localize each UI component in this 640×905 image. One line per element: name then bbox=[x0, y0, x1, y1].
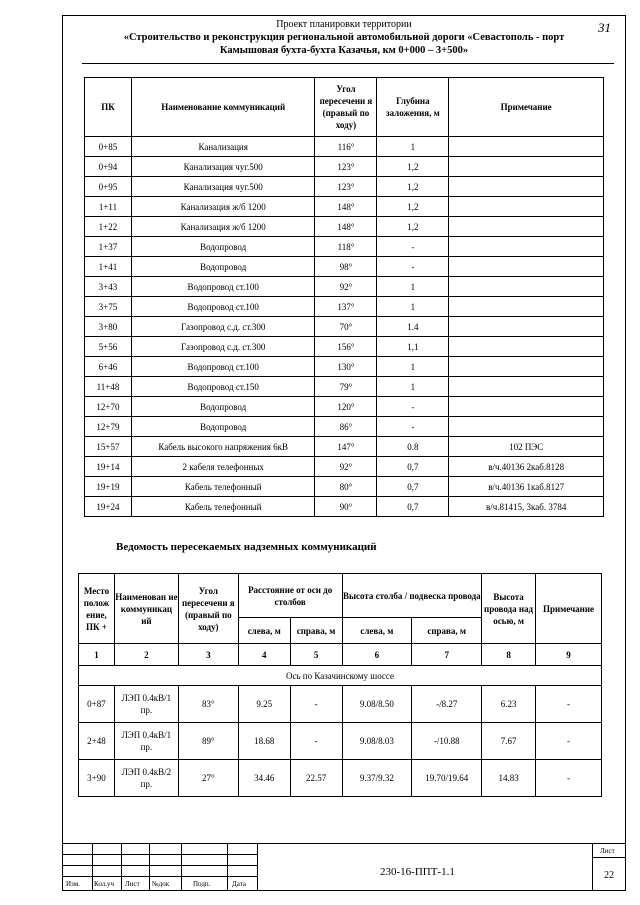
t2-section-row: Ось по Казачинскому шоссе bbox=[79, 666, 602, 686]
table-row bbox=[85, 337, 604, 357]
cell-pk: 12+79 bbox=[85, 417, 132, 437]
cell-name: Канализация ж/б 1200 bbox=[131, 197, 315, 217]
cell-angle: 80° bbox=[315, 477, 377, 497]
cell-pk: 0+85 bbox=[85, 137, 132, 157]
cell-name: 2 кабеля телефонных bbox=[131, 457, 315, 477]
cell-angle: 83° bbox=[178, 686, 238, 723]
t2-col-num-1: 1 bbox=[79, 644, 115, 666]
cell-depth: 0,7 bbox=[377, 477, 449, 497]
cell-depth: 1 bbox=[377, 277, 449, 297]
t2-header-name: Наименован ие коммуникац ий bbox=[114, 574, 178, 644]
cell-pk: 3+75 bbox=[85, 297, 132, 317]
cell-name: Водопровод bbox=[131, 417, 315, 437]
cell-note: - bbox=[536, 686, 602, 723]
cell-note bbox=[449, 157, 604, 177]
stamp-label-kolvo: Кол.уч bbox=[94, 880, 114, 888]
cell-note bbox=[449, 377, 604, 397]
cell-depth: 1,1 bbox=[377, 337, 449, 357]
cell-wire-height: 7.67 bbox=[482, 723, 536, 760]
cell-height-right: -/8.27 bbox=[412, 686, 482, 723]
cell-depth: 1.4 bbox=[377, 317, 449, 337]
title-line-2: Камышовая бухта-бухта Казачья, км 0+000 – 3+500» bbox=[219, 45, 469, 56]
cell-wire-height: 14.83 bbox=[482, 760, 536, 797]
stamp-label-ndoc: №док bbox=[152, 880, 170, 888]
cell-note: в/ч.81415, 3каб. 3784 bbox=[449, 497, 604, 517]
cell-depth: 1 bbox=[377, 377, 449, 397]
cell-name: ЛЭП 0.4кВ/2 пр. bbox=[114, 760, 178, 797]
t2-col-num-3: 3 bbox=[178, 644, 238, 666]
cell-depth: 1,2 bbox=[377, 197, 449, 217]
col-header-note: Примечание bbox=[449, 78, 604, 137]
cell-angle: 79° bbox=[315, 377, 377, 397]
cell-name: Водопровод bbox=[131, 397, 315, 417]
cell-note bbox=[449, 277, 604, 297]
table-row bbox=[85, 317, 604, 337]
overhead-crossings-table bbox=[78, 573, 602, 797]
cell-note bbox=[449, 397, 604, 417]
cell-angle: 137° bbox=[315, 297, 377, 317]
cell-dist-left: 9.25 bbox=[238, 686, 290, 723]
cell-pk: 1+41 bbox=[85, 257, 132, 277]
cell-place: 0+87 bbox=[79, 686, 115, 723]
table-row bbox=[85, 237, 604, 257]
cell-name: Кабель телефонный bbox=[131, 497, 315, 517]
t2-header-height-left: слева, м bbox=[342, 618, 412, 644]
cell-angle: 148° bbox=[315, 197, 377, 217]
cell-note bbox=[449, 297, 604, 317]
table-row bbox=[85, 497, 604, 517]
cell-dist-left: 18.68 bbox=[238, 723, 290, 760]
cell-note: - bbox=[536, 760, 602, 797]
cell-pk: 11+48 bbox=[85, 377, 132, 397]
table-row bbox=[85, 397, 604, 417]
cell-depth: - bbox=[377, 417, 449, 437]
cell-height-left: 9.08/8.03 bbox=[342, 723, 412, 760]
cell-dist-right: - bbox=[290, 686, 342, 723]
cell-name: Канализация ж/б 1200 bbox=[131, 217, 315, 237]
table-row bbox=[85, 217, 604, 237]
cell-name: Кабель высокого напряжения 6кВ bbox=[131, 437, 315, 457]
cell-name: ЛЭП 0.4кВ/1 пр. bbox=[114, 686, 178, 723]
cell-angle: 156° bbox=[315, 337, 377, 357]
cell-depth: 0.8 bbox=[377, 437, 449, 457]
cell-depth: 1,2 bbox=[377, 157, 449, 177]
col-header-pk: ПК bbox=[85, 78, 132, 137]
cell-depth: 1 bbox=[377, 297, 449, 317]
cell-depth: 0,7 bbox=[377, 497, 449, 517]
t2-header-dist-right: справа, м bbox=[290, 618, 342, 644]
cell-note: в/ч.40136 1каб.8127 bbox=[449, 477, 604, 497]
t2-header-height: Высота столба / подвеска провода bbox=[342, 574, 482, 618]
cell-pk: 6+46 bbox=[85, 357, 132, 377]
stamp-label-izm: Изм. bbox=[66, 880, 80, 888]
t2-header-wire-height: Высота провода над осью, м bbox=[482, 574, 536, 644]
cell-angle: 148° bbox=[315, 217, 377, 237]
cell-angle: 27° bbox=[178, 760, 238, 797]
cell-angle: 118° bbox=[315, 237, 377, 257]
cell-note bbox=[449, 417, 604, 437]
cell-angle: 98° bbox=[315, 257, 377, 277]
underground-crossings-table bbox=[84, 77, 604, 517]
cell-pk: 0+94 bbox=[85, 157, 132, 177]
cell-name: Водопровод bbox=[131, 237, 315, 257]
table-row bbox=[79, 760, 602, 797]
table-row bbox=[85, 197, 604, 217]
cell-place: 2+48 bbox=[79, 723, 115, 760]
cell-pk: 1+11 bbox=[85, 197, 132, 217]
cell-note: 102 ПЭС bbox=[449, 437, 604, 457]
cell-name: Водопровод ст.100 bbox=[131, 297, 315, 317]
title-line-1: «Строительство и реконструкция региональной автомобильной дороги «Севастополь - порт bbox=[123, 32, 565, 43]
cell-depth: - bbox=[377, 397, 449, 417]
title-block-stamp bbox=[62, 843, 626, 891]
cell-note bbox=[449, 357, 604, 377]
table-row bbox=[85, 157, 604, 177]
col-header-name: Наименование коммуникаций bbox=[131, 78, 315, 137]
cell-name: Газопровод с.д. ст.300 bbox=[131, 337, 315, 357]
cell-name: Газопровод с.д. ст.300 bbox=[131, 317, 315, 337]
cell-pk: 3+43 bbox=[85, 277, 132, 297]
cell-name: ЛЭП 0.4кВ/1 пр. bbox=[114, 723, 178, 760]
cell-pk: 19+14 bbox=[85, 457, 132, 477]
stamp-label-data: Дата bbox=[232, 880, 246, 888]
table-row bbox=[85, 297, 604, 317]
cell-depth: 1,2 bbox=[377, 177, 449, 197]
cell-note bbox=[449, 217, 604, 237]
t2-col-num-5: 5 bbox=[290, 644, 342, 666]
cell-note: - bbox=[536, 723, 602, 760]
cell-name: Канализация чуг.500 bbox=[131, 177, 315, 197]
table-row bbox=[85, 457, 604, 477]
cell-name: Водопровод ст.100 bbox=[131, 277, 315, 297]
cell-pk: 15+57 bbox=[85, 437, 132, 457]
table2-title: Ведомость пересекаемых надземных коммуникаций bbox=[116, 541, 377, 553]
cell-note: в/ч.40136 2каб.8128 bbox=[449, 457, 604, 477]
cell-pk: 3+80 bbox=[85, 317, 132, 337]
table-row bbox=[85, 277, 604, 297]
cell-angle: 70° bbox=[315, 317, 377, 337]
t2-header-distance: Расстояние от оси до столбов bbox=[238, 574, 342, 618]
cell-pk: 5+56 bbox=[85, 337, 132, 357]
sheet-label: Лист bbox=[600, 847, 615, 855]
project-label: Проект планировки территории bbox=[276, 19, 412, 30]
t2-header-angle: Угол пересечени я (правый по ходу) bbox=[178, 574, 238, 644]
page-number: 31 bbox=[598, 20, 611, 35]
stamp-label-podp: Подп. bbox=[193, 880, 211, 888]
cell-pk: 19+24 bbox=[85, 497, 132, 517]
cell-height-left: 9.08/8.50 bbox=[342, 686, 412, 723]
cell-dist-left: 34.46 bbox=[238, 760, 290, 797]
cell-angle: 92° bbox=[315, 277, 377, 297]
stamp-label-list: Лист bbox=[125, 880, 140, 888]
cell-depth: 1 bbox=[377, 137, 449, 157]
table-row bbox=[85, 377, 604, 397]
cell-depth: 0,7 bbox=[377, 457, 449, 477]
cell-height-left: 9.37/9.32 bbox=[342, 760, 412, 797]
cell-angle: 120° bbox=[315, 397, 377, 417]
cell-angle: 86° bbox=[315, 417, 377, 437]
table-row bbox=[85, 357, 604, 377]
t2-col-num-8: 8 bbox=[482, 644, 536, 666]
cell-note bbox=[449, 317, 604, 337]
table-row bbox=[85, 417, 604, 437]
cell-angle: 123° bbox=[315, 177, 377, 197]
table-row bbox=[79, 686, 602, 723]
cell-angle: 116° bbox=[315, 137, 377, 157]
col-header-angle: Угол пересечени я (правый по ходу) bbox=[315, 78, 377, 137]
cell-angle: 130° bbox=[315, 357, 377, 377]
cell-depth: 1,2 bbox=[377, 217, 449, 237]
cell-depth: - bbox=[377, 257, 449, 277]
table-row bbox=[79, 723, 602, 760]
cell-angle: 147° bbox=[315, 437, 377, 457]
sheet-number: 22 bbox=[604, 870, 614, 881]
cell-pk: 1+22 bbox=[85, 217, 132, 237]
cell-angle: 92° bbox=[315, 457, 377, 477]
header-divider bbox=[82, 63, 614, 64]
cell-pk: 19+19 bbox=[85, 477, 132, 497]
cell-note bbox=[449, 197, 604, 217]
table-row bbox=[85, 257, 604, 277]
cell-pk: 12+70 bbox=[85, 397, 132, 417]
cell-wire-height: 6.23 bbox=[482, 686, 536, 723]
cell-name: Водопровод ст.150 bbox=[131, 377, 315, 397]
table-row bbox=[85, 477, 604, 497]
t2-col-num-2: 2 bbox=[114, 644, 178, 666]
t2-col-num-9: 9 bbox=[536, 644, 602, 666]
cell-note bbox=[449, 337, 604, 357]
cell-note bbox=[449, 137, 604, 157]
cell-height-right: -/10.88 bbox=[412, 723, 482, 760]
cell-depth: - bbox=[377, 237, 449, 257]
cell-dist-right: - bbox=[290, 723, 342, 760]
t2-col-num-7: 7 bbox=[412, 644, 482, 666]
cell-depth: 1 bbox=[377, 357, 449, 377]
t2-header-note: Примечание bbox=[536, 574, 602, 644]
cell-pk: 1+37 bbox=[85, 237, 132, 257]
cell-note bbox=[449, 177, 604, 197]
col-header-depth: Глубина заложения, м bbox=[377, 78, 449, 137]
t2-header-place: Место полож ение, ПК + bbox=[79, 574, 115, 644]
cell-name: Кабель телефонный bbox=[131, 477, 315, 497]
table-row bbox=[85, 437, 604, 457]
cell-height-right: 19.70/19.64 bbox=[412, 760, 482, 797]
table-row bbox=[85, 177, 604, 197]
cell-place: 3+90 bbox=[79, 760, 115, 797]
cell-note bbox=[449, 237, 604, 257]
document-code: 230-16-ППТ-1.1 bbox=[380, 866, 455, 878]
t2-col-num-4: 4 bbox=[238, 644, 290, 666]
cell-dist-right: 22.57 bbox=[290, 760, 342, 797]
cell-note bbox=[449, 257, 604, 277]
cell-name: Водопровод bbox=[131, 257, 315, 277]
cell-name: Водопровод ст.100 bbox=[131, 357, 315, 377]
t2-col-num-6: 6 bbox=[342, 644, 412, 666]
cell-name: Канализация bbox=[131, 137, 315, 157]
table-row bbox=[85, 137, 604, 157]
cell-angle: 90° bbox=[315, 497, 377, 517]
cell-angle: 123° bbox=[315, 157, 377, 177]
t2-header-height-right: справа, м bbox=[412, 618, 482, 644]
cell-pk: 0+95 bbox=[85, 177, 132, 197]
t2-header-dist-left: слева, м bbox=[238, 618, 290, 644]
cell-name: Канализация чуг.500 bbox=[131, 157, 315, 177]
cell-angle: 89° bbox=[178, 723, 238, 760]
document-title bbox=[62, 31, 626, 57]
